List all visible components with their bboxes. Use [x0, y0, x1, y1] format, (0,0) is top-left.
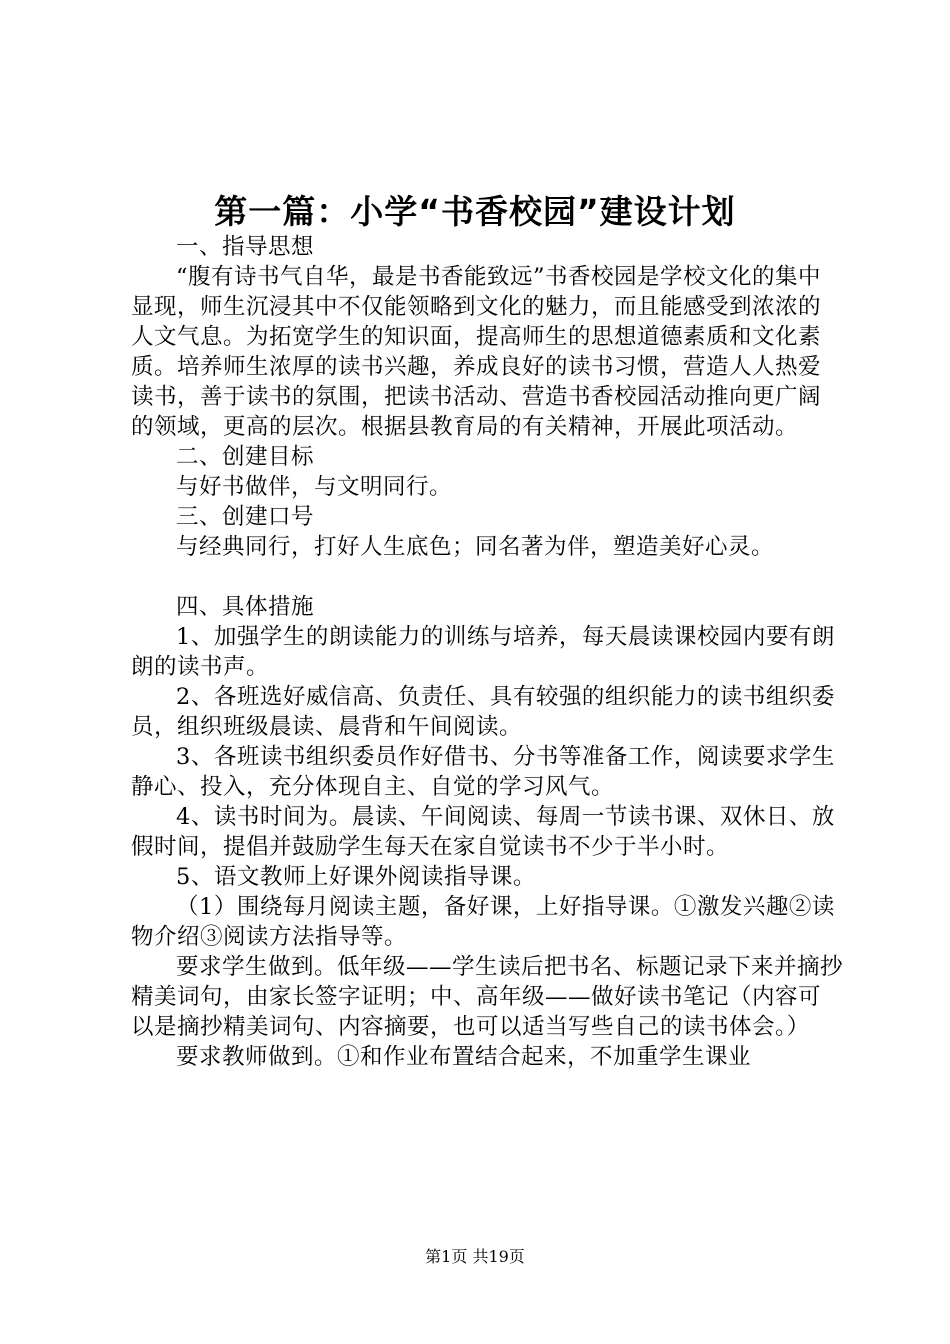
measure-subitem-1: （1）围绕每月阅读主题，备好课，上好指导课。①激发兴趣②读物介绍③阅读方法指导等。 [131, 894, 835, 950]
paragraph-student-requirements: 要求学生做到。低年级——学生读后把书名、标题记录下来并摘抄精美词句，由家长签字证明；中、高年级——做好读书笔记（内容可以是摘抄精美词句、内容摘要，也可以适当写些自己的读书体会。） [131, 954, 844, 1040]
blank-line [131, 562, 843, 592]
paragraph-teacher-requirements: 要求教师做到。①和作业布置结合起来，不加重学生课业 [176, 1044, 752, 1070]
paragraph-slogan: 与经典同行，打好人生底色；同名著为伴，塑造美好心灵。 [176, 534, 775, 560]
page-number-footer: 第1页 共19页 [425, 1247, 525, 1266]
section-heading-goal: 二、创建目标 [176, 444, 315, 470]
measure-item-3: 3、各班读书组织委员作好借书、分书等准备工作，阅读要求学生静心、投入，充分体现自主、自觉的学习风气。 [131, 744, 835, 800]
document-body [131, 232, 843, 1072]
paragraph-goal: 与好书做伴，与文明同行。 [176, 474, 453, 500]
section-heading-guiding-thought: 一、指导思想 [176, 234, 315, 260]
section-heading-slogan: 三、创建口号 [176, 504, 315, 530]
document-title: 第一篇：小学“书香校园”建设计划 [214, 192, 736, 231]
paragraph-guiding-thought: “腹有诗书气自华，最是书香能致远”书香校园是学校文化的集中显现，师生沉浸其中不仅能领略到文化的魅力，而且能感受到浓浓的人文气息。为拓宽学生的知识面，提高师生的思想道德素质和文化素质。培养师生浓厚的读书兴趣，养成良好的读书习惯，营造人人热爱读书，善于读书的氛围，把读书活动、营造书香校园活动推向更广阔的领域，更高的层次。根据县教育局的有关精神，开展此项活动。 [131, 264, 822, 440]
measure-item-4: 4、读书时间为。晨读、午间阅读、每周一节读书课、双休日、放假时间，提倡并鼓励学生每天在家自觉读书不少于半小时。 [131, 804, 835, 860]
measure-item-5: 5、语文教师上好课外阅读指导课。 [176, 864, 536, 890]
measure-item-2: 2、各班选好威信高、负责任、具有较强的组织能力的读书组织委员，组织班级晨读、晨背和午间阅读。 [131, 684, 835, 740]
measure-item-1: 1、加强学生的朗读能力的训练与培养，每天晨读课校园内要有朗朗的读书声。 [131, 624, 835, 680]
section-heading-measures: 四、具体措施 [176, 594, 315, 620]
